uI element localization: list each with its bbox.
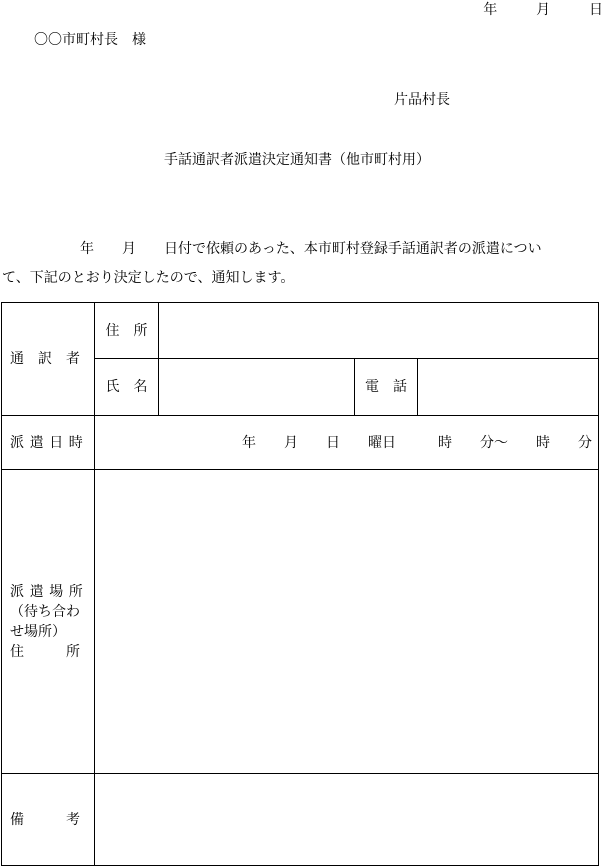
form-table xyxy=(1,302,599,866)
name-label: 氏 名 xyxy=(95,359,159,416)
datetime-label: 派遣日時 xyxy=(2,416,95,470)
address-field[interactable] xyxy=(159,303,599,359)
address-label: 住 所 xyxy=(95,303,159,359)
place-row xyxy=(2,470,599,774)
interpreter-label: 通 訳 者 xyxy=(2,303,95,416)
place-field[interactable] xyxy=(95,470,599,774)
address-row xyxy=(2,303,599,359)
phone-label: 電 話 xyxy=(355,359,418,416)
date-month: 月 xyxy=(536,2,551,18)
remarks-row xyxy=(2,774,599,866)
date-year: 年 xyxy=(483,2,498,18)
remarks-label: 備 考 xyxy=(2,774,95,866)
document-title: 手話通訳者派遣決定通知書（他市町村用） xyxy=(164,152,430,168)
place-label-line-3: せ場所） xyxy=(10,623,66,640)
datetime-row xyxy=(2,416,599,470)
sender: 片品村長 xyxy=(394,92,450,108)
name-field[interactable] xyxy=(159,359,355,416)
place-label-line-4: 住 所 xyxy=(10,643,80,660)
datetime-value: 年 月 日 曜日 時 分～ 時 分 xyxy=(242,434,593,451)
place-label-line-2: （待ち合わ xyxy=(10,603,80,620)
date-day: 日 xyxy=(589,2,603,18)
place-label xyxy=(2,470,95,774)
datetime-field[interactable] xyxy=(95,416,599,470)
body-line-2: て、下記のとおり決定したので、通知します。 xyxy=(2,270,295,286)
addressee: 〇〇市町村長 様 xyxy=(34,32,146,48)
phone-field[interactable] xyxy=(418,359,599,416)
place-label-line-1: 派遣場所 xyxy=(10,583,89,600)
body-line-1: 年 月 日付で依頼のあった、本市町村登録手話通訳者の派遣につい xyxy=(80,241,542,257)
remarks-field[interactable] xyxy=(95,774,599,866)
date-line xyxy=(483,0,603,20)
